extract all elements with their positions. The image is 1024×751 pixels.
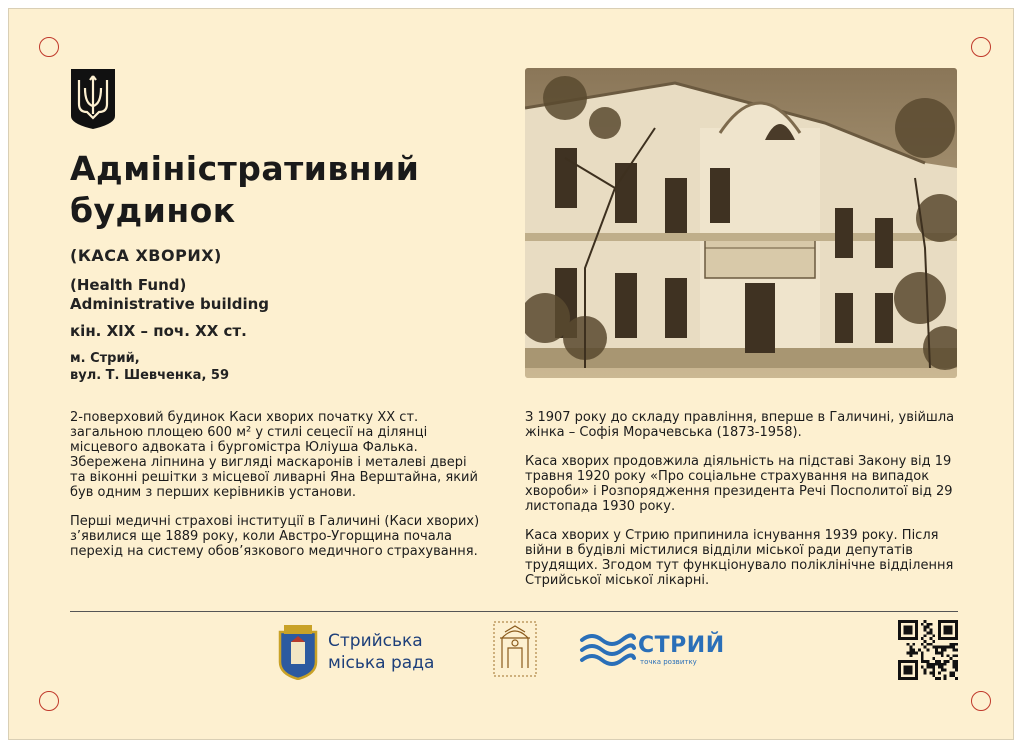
city-council-name: [328, 630, 468, 674]
paragraph: З 1907 року до складу правління, вперше в Галичині, увійшла жінка – Софія Морачевська (1873-1958).: [525, 410, 955, 440]
history-column-left: [70, 410, 480, 573]
subtitle-english-line1: (Health Fund): [70, 276, 187, 294]
address-street: вул. Т. Шевченка, 59: [70, 368, 229, 383]
city-council-line2: міська рада: [328, 653, 435, 673]
historic-building-photo: [525, 68, 957, 378]
stryi-coat-of-arms-icon: [276, 624, 320, 680]
mounting-hole-top-left: [39, 37, 59, 57]
mounting-hole-bottom-left: [39, 691, 59, 711]
paragraph: Перші медичні страхові інституції в Галичині (Каси хворих) з’явилися ще 1889 року, коли Австро-Угорщина почала перехід на систему обов’язкового медичного страхування.: [70, 514, 480, 559]
subtitle-english-line2: Administrative building: [70, 295, 270, 313]
paragraph: Каса хворих у Стрию припинила існування 1939 року. Після війни в будівлі містилися відділи міської ради депутатів трудящих. Згодом тут функціонувало поліклінічне відділення Стрийської міської лікарні.: [525, 528, 954, 588]
qr-code-icon[interactable]: [898, 620, 958, 680]
subtitle-ukrainian: (КАСА ХВОРИХ): [70, 246, 222, 265]
page-title: Адміністративний будинок: [70, 149, 420, 230]
mounting-hole-bottom-right: [971, 691, 991, 711]
ukraine-trident-icon: [70, 68, 116, 130]
construction-period: кін. XIX – поч. XX ст.: [70, 322, 247, 340]
address-city: м. Стрий,: [70, 351, 140, 366]
stryi-brand-tagline: точка розвитку: [640, 658, 697, 666]
paragraph: 2-поверховий будинок Каси хворих початку XX ст. загальною площею 600 м² у стилі сецесії на ділянці місцевого адвоката і бургомістра Юліуша Фалька. Збережена ліпнина у вигляді маскаронів і металеві двері та віконні решітки з місцевої ливарні Яна Верштайна, який був одним з перших керівників установи.: [70, 410, 478, 500]
stryi-brand-name: СТРИЙ: [638, 633, 725, 658]
footer-divider: [70, 611, 958, 612]
heritage-sketch-emblem-icon: [490, 618, 540, 680]
address: [70, 350, 330, 384]
city-council-line1: Стрийська: [328, 631, 423, 651]
mounting-hole-top-right: [971, 37, 991, 57]
history-column-right: [525, 410, 955, 602]
paragraph: Каса хворих продовжила діяльність на підставі Закону від 19 травня 1920 року «Про соціальне страхування на випадок хвороби» і Розпорядження президента Речі Посполитої від 29 листопада 1930 року.: [525, 454, 953, 514]
subtitle-english: [70, 276, 370, 314]
stryi-waves-icon: [578, 630, 636, 668]
